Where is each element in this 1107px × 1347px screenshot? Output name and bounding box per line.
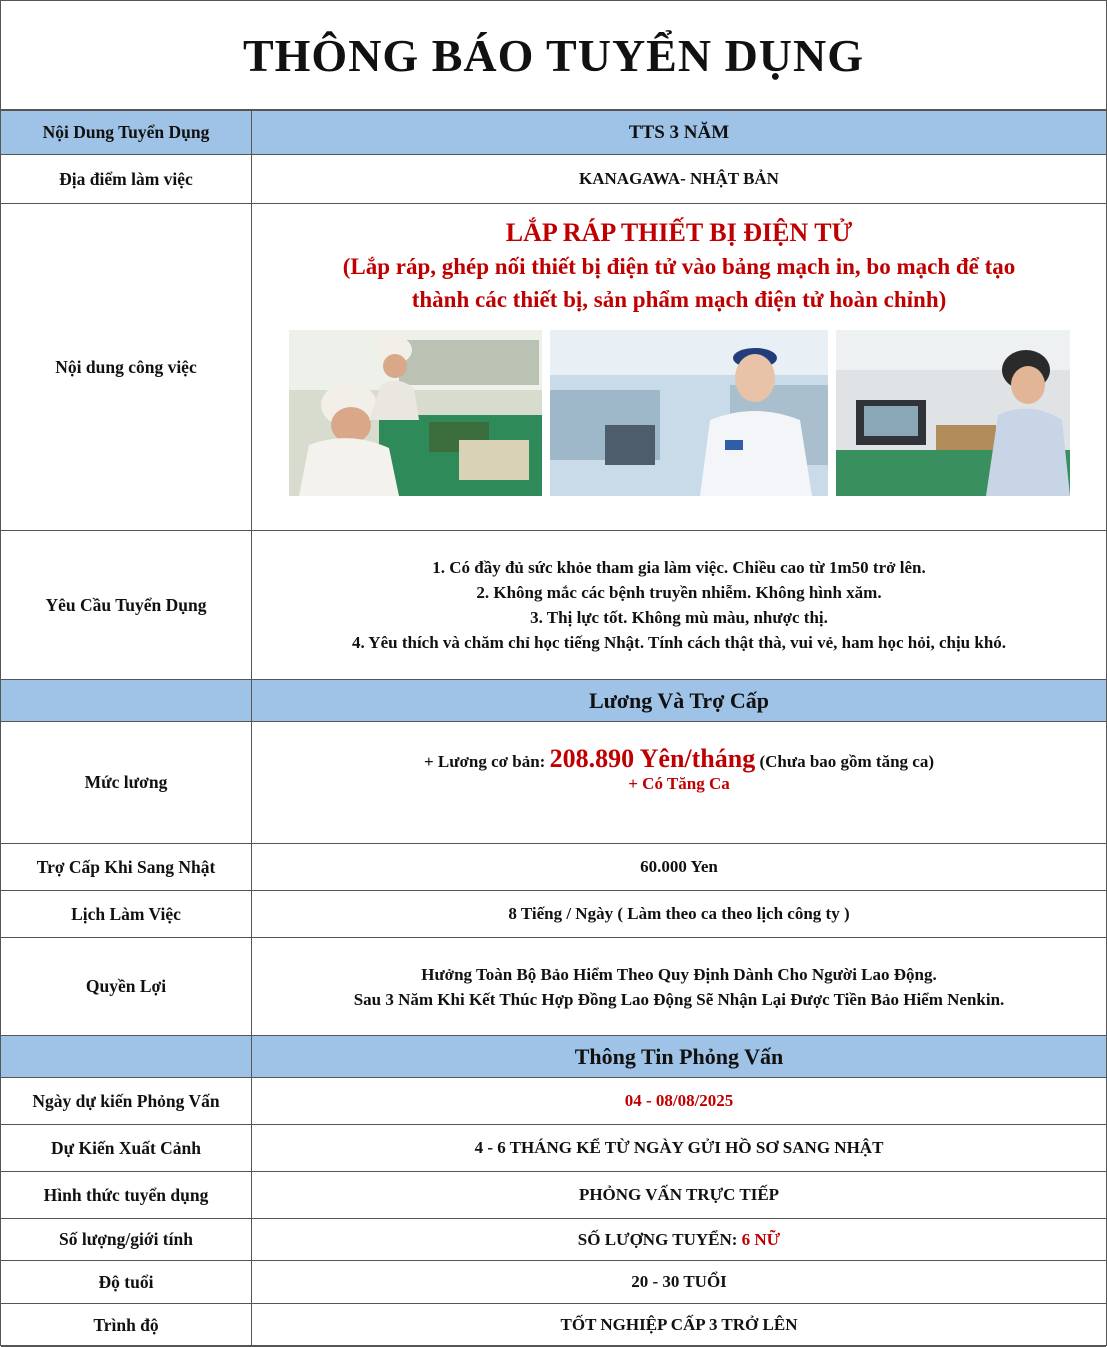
interview-section-heading: Thông Tin Phỏng Vấn	[252, 1036, 1107, 1078]
factory-workers-photo	[289, 330, 542, 496]
interview-date-label: Ngày dự kiến Phỏng Vấn	[1, 1078, 252, 1125]
assembly-line-photo	[836, 330, 1070, 496]
work-schedule-label: Lịch Làm Việc	[1, 891, 252, 938]
departure-label: Dự Kiến Xuất Cảnh	[1, 1125, 252, 1172]
row-interview-date	[1, 1078, 1106, 1125]
job-content-cell	[252, 204, 1107, 531]
row-salary-section	[1, 680, 1106, 722]
row-age	[1, 1261, 1106, 1304]
row-allowance	[1, 844, 1106, 891]
row-job-content	[1, 204, 1106, 531]
salary-suffix: (Chưa bao gồm tăng ca)	[755, 751, 935, 771]
requirement-item: 2. Không mắc các bệnh truyền nhiễm. Không hình xăm.	[476, 583, 882, 602]
job-photos	[252, 330, 1106, 496]
allowance-label: Trợ Cấp Khi Sang Nhật	[1, 844, 252, 891]
row-benefits	[1, 938, 1106, 1036]
job-content-label: Nội dung công việc	[1, 204, 252, 531]
recruitment-form-value: PHỎNG VẤN TRỰC TIẾP	[252, 1172, 1107, 1219]
row-education	[1, 1304, 1106, 1347]
requirement-item: 3. Thị lực tốt. Không mù màu, nhược thị.	[530, 608, 828, 627]
work-location-label: Địa điểm làm việc	[1, 155, 252, 204]
row-recruitment-content	[1, 111, 1106, 155]
quantity-prefix: SỐ LƯỢNG TUYỂN:	[577, 1229, 742, 1249]
benefits-cell	[252, 938, 1107, 1036]
recruitment-content-label: Nội Dung Tuyển Dụng	[1, 111, 252, 155]
requirements-label: Yêu Cầu Tuyển Dụng	[1, 531, 252, 680]
quantity-gender-label: Số lượng/giới tính	[1, 1219, 252, 1261]
overtime-note: + Có Tăng Ca	[628, 773, 730, 793]
benefit-line: Hưởng Toàn Bộ Bảo Hiểm Theo Quy Định Dành Cho Người Lao Động.	[421, 964, 937, 984]
recruitment-content-value: TTS 3 NĂM	[252, 111, 1107, 155]
requirement-item: 4. Yêu thích và chăm chỉ học tiếng Nhật. Tính cách thật thà, vui vẻ, ham học hỏi, chịu khó.	[351, 633, 1007, 652]
page-title: THÔNG BÁO TUYỂN DỤNG	[1, 1, 1106, 110]
salary-label: Mức lương	[1, 722, 252, 844]
row-departure	[1, 1125, 1106, 1172]
salary-section-heading: Lương Và Trợ Cấp	[252, 680, 1107, 722]
work-schedule-value: 8 Tiếng / Ngày ( Làm theo ca theo lịch công ty )	[252, 891, 1107, 938]
salary-amount: 208.890 Yên/tháng	[549, 743, 756, 773]
departure-value: 4 - 6 THÁNG KỂ TỪ NGÀY GỬI HỒ SƠ SANG NHẬT	[252, 1125, 1107, 1172]
age-value: 20 - 30 TUỔI	[252, 1261, 1107, 1304]
allowance-value: 60.000 Yen	[252, 844, 1107, 891]
job-description-line-2: thành các thiết bị, sản phẩm mạch điện tử hoàn chỉnh)	[411, 287, 947, 312]
smiling-worker-photo	[550, 330, 828, 496]
row-work-location	[1, 155, 1106, 204]
quantity-highlight: 6 NỮ	[741, 1229, 781, 1249]
row-recruitment-form	[1, 1172, 1106, 1219]
salary-prefix: + Lương cơ bản:	[423, 751, 550, 771]
quantity-gender-cell	[252, 1219, 1107, 1261]
education-value: TỐT NGHIỆP CẤP 3 TRỞ LÊN	[252, 1304, 1107, 1347]
requirement-item: 1. Có đầy đủ sức khỏe tham gia làm việc. Chiều cao từ 1m50 trở lên.	[432, 558, 926, 577]
row-work-schedule	[1, 891, 1106, 938]
interview-date-value: 04 - 08/08/2025	[252, 1078, 1107, 1125]
requirements-cell	[252, 531, 1107, 680]
recruitment-table	[1, 110, 1106, 1347]
benefits-label: Quyền Lợi	[1, 938, 252, 1036]
row-quantity-gender	[1, 1219, 1106, 1261]
recruitment-form-label: Hình thức tuyển dụng	[1, 1172, 252, 1219]
work-location-value: KANAGAWA- NHẬT BẢN	[252, 155, 1107, 204]
age-label: Độ tuổi	[1, 1261, 252, 1304]
salary-cell	[252, 722, 1107, 844]
row-salary	[1, 722, 1106, 844]
salary-section-spacer	[1, 680, 252, 722]
job-heading: LẮP RÁP THIẾT BỊ ĐIỆN TỬ	[505, 218, 853, 247]
row-requirements	[1, 531, 1106, 680]
row-interview-section	[1, 1036, 1106, 1078]
benefit-line: Sau 3 Năm Khi Kết Thúc Hợp Đồng Lao Động Sẽ Nhận Lại Được Tiền Bảo Hiểm Nenkin.	[353, 989, 1005, 1009]
education-label: Trình độ	[1, 1304, 252, 1347]
interview-section-spacer	[1, 1036, 252, 1078]
job-description-line-1: (Lắp ráp, ghép nối thiết bị điện tử vào bảng mạch in, bo mạch để tạo	[342, 254, 1016, 279]
